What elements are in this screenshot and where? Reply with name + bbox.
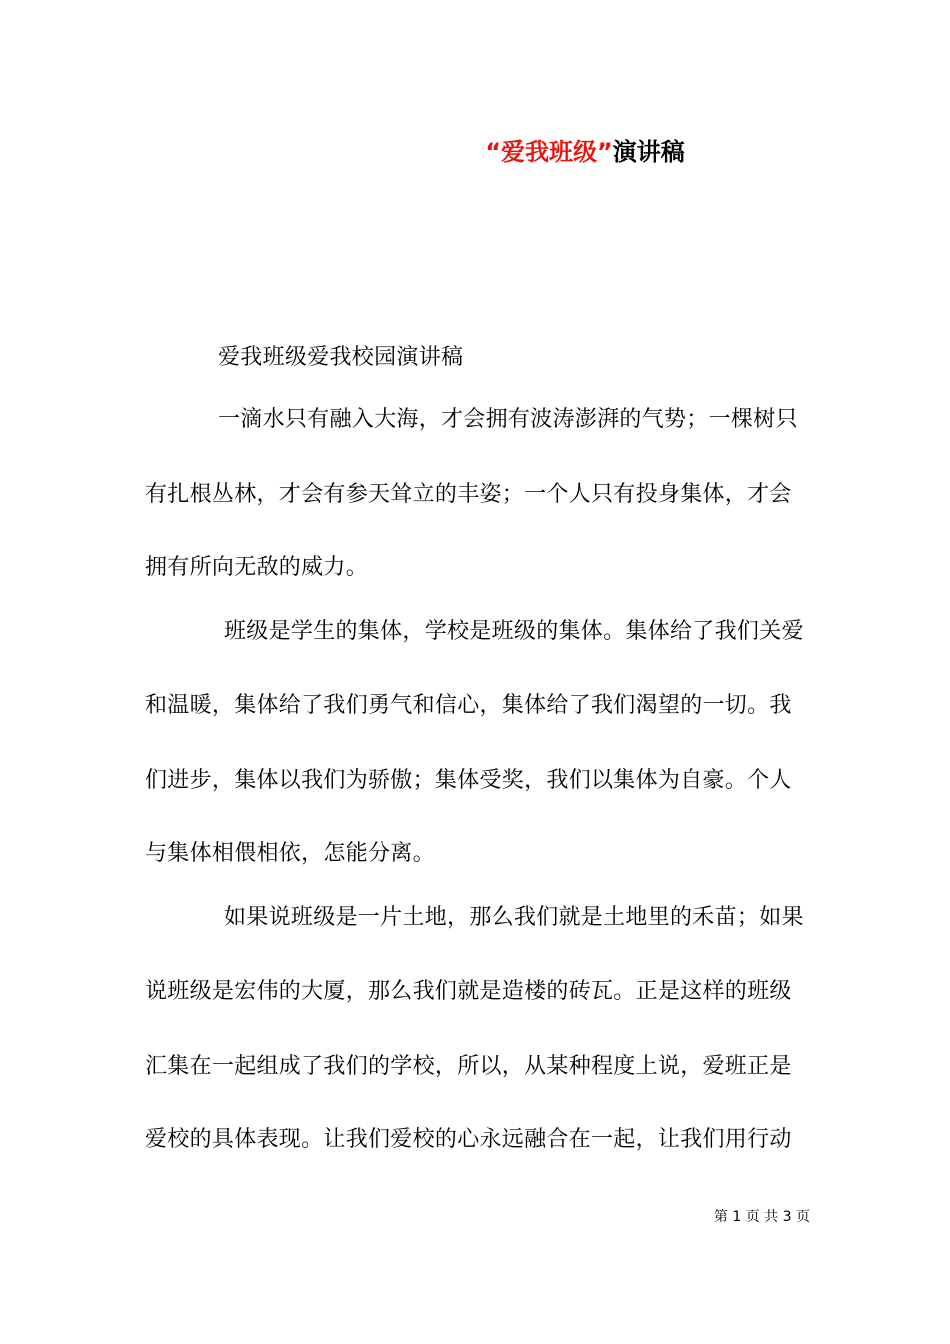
paragraph-line: 如果说班级是一片土地，那么我们就是土地里的禾苗；如果 bbox=[224, 905, 804, 930]
paragraph-line: 有扎根丛林，才会有参天耸立的丰姿；一个人只有投身集体，才会 bbox=[145, 482, 792, 507]
paragraph-line: 汇集在一起组成了我们的学校，所以，从某种程度上说，爱班正是 bbox=[145, 1054, 792, 1079]
paragraph-line: 一滴水只有融入大海，才会拥有波涛澎湃的气势；一棵树只 bbox=[218, 407, 798, 432]
subtitle: 爱我班级爱我校园演讲稿 bbox=[218, 345, 464, 370]
title-rest: 演讲稿 bbox=[612, 138, 685, 166]
page-title bbox=[0, 134, 950, 170]
title-quoted: “爱我班级” bbox=[485, 138, 613, 166]
paragraph-line: 与集体相偎相依，怎能分离。 bbox=[145, 841, 435, 866]
paragraph-line: 拥有所向无敌的威力。 bbox=[145, 555, 369, 580]
paragraph-line: 说班级是宏伟的大厦，那么我们就是造楼的砖瓦。正是这样的班级 bbox=[145, 979, 792, 1004]
paragraph-line: 爱校的具体表现。让我们爱校的心永远融合在一起，让我们用行动 bbox=[145, 1127, 792, 1152]
paragraph-line: 们进步，集体以我们为骄傲；集体受奖，我们以集体为自豪。个人 bbox=[145, 768, 792, 793]
paragraph-line: 班级是学生的集体，学校是班级的集体。集体给了我们关爱 bbox=[224, 619, 804, 644]
page-number-footer: 第 1 页 共 3 页 bbox=[713, 1209, 810, 1225]
paragraph-line: 和温暖，集体给了我们勇气和信心，集体给了我们渴望的一切。我 bbox=[145, 693, 792, 718]
